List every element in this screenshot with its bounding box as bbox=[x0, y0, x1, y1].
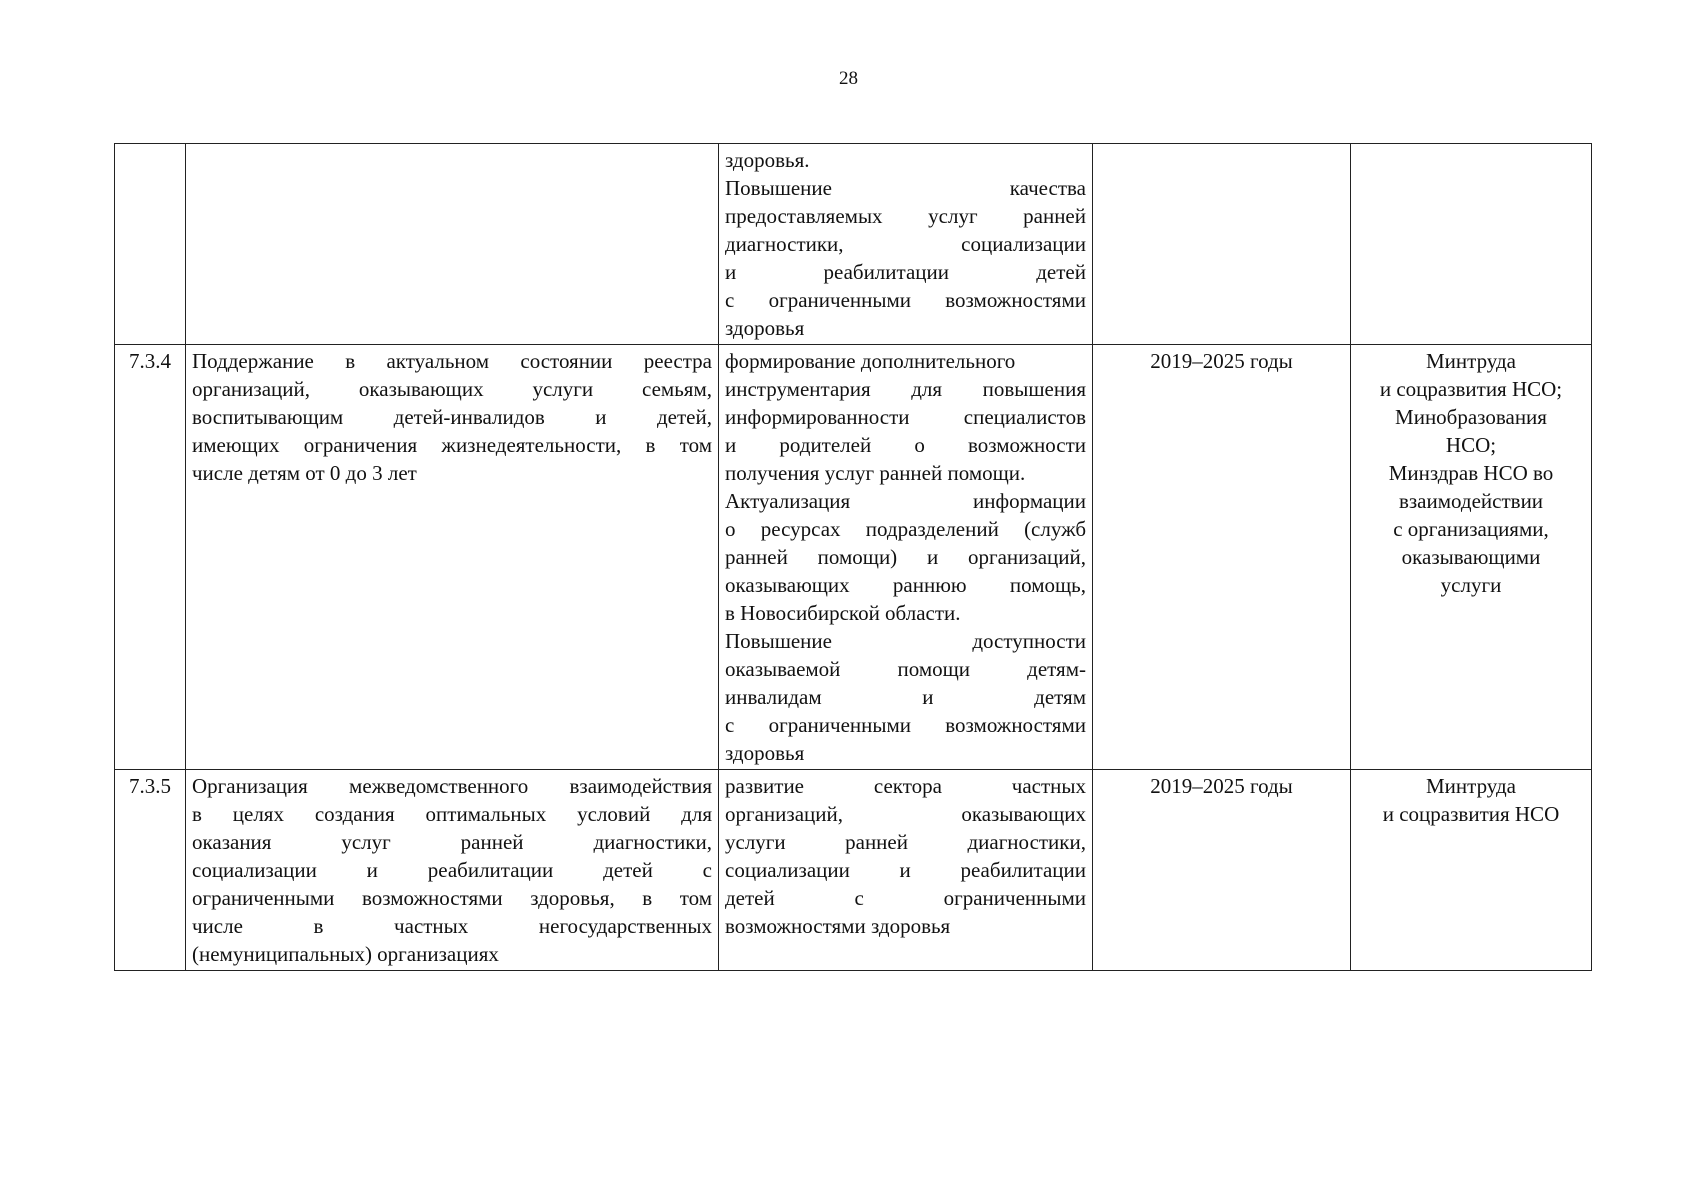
result-text-line: с ограниченными возможностями bbox=[725, 288, 1086, 312]
executor-cell bbox=[1351, 345, 1592, 770]
term-cell: 2019–2025 годы bbox=[1093, 345, 1351, 770]
executor-text-line: НСО; bbox=[1445, 433, 1497, 457]
result-text-line: предоставляемых услуг ранней bbox=[725, 204, 1086, 228]
result-text-line: Актуализация информации bbox=[725, 489, 1086, 513]
result-text-line: и реабилитации детей bbox=[725, 260, 1086, 284]
result-cell bbox=[719, 144, 1093, 345]
result-text-line: оказываемой помощи детям- bbox=[725, 657, 1086, 681]
result-text-line: Повышение доступности bbox=[725, 629, 1086, 653]
action-plan-table bbox=[114, 143, 1592, 971]
table-row bbox=[115, 144, 1592, 345]
event-text-line: Поддержание в актуальном состоянии реестра bbox=[192, 349, 712, 373]
executor-text-line: Минтруда bbox=[1426, 349, 1516, 373]
event-text-line: воспитывающим детей-инвалидов и детей, bbox=[192, 405, 712, 429]
event-cell bbox=[186, 345, 719, 770]
executor-text-line: и соцразвития НСО; bbox=[1379, 377, 1563, 401]
result-text-line: Повышение качества bbox=[725, 176, 1086, 200]
result-text-line: оказывающих раннюю помощь, bbox=[725, 573, 1086, 597]
event-text-line: социализации и реабилитации детей с bbox=[192, 858, 712, 882]
result-text-line: здоровья. bbox=[725, 148, 810, 172]
executor-text-line: взаимодействии bbox=[1398, 489, 1544, 513]
executor-text-line: Минтруда bbox=[1426, 774, 1516, 798]
result-text-line: информированности специалистов bbox=[725, 405, 1086, 429]
result-text-line: детей с ограниченными bbox=[725, 886, 1086, 910]
result-text-line: в Новосибирской области. bbox=[725, 601, 961, 625]
result-text-line: социализации и реабилитации bbox=[725, 858, 1086, 882]
result-text-line: диагностики, социализации bbox=[725, 232, 1086, 256]
event-text-line: (немуниципальных) организациях bbox=[192, 942, 499, 966]
event-text-line: имеющих ограничения жизнедеятельности, в том bbox=[192, 433, 712, 457]
event-text-line: в целях создания оптимальных условий для bbox=[192, 802, 712, 826]
event-text-line: ограниченными возможностями здоровья, в том bbox=[192, 886, 712, 910]
page-number: 28 bbox=[839, 68, 858, 89]
result-text-line: организаций, оказывающих bbox=[725, 802, 1086, 826]
result-text-line: с ограниченными возможностями bbox=[725, 713, 1086, 737]
executor-text-line: оказывающими bbox=[1401, 545, 1541, 569]
result-text-line: получения услуг ранней помощи. bbox=[725, 461, 1026, 485]
term-cell: 2019–2025 годы bbox=[1093, 770, 1351, 971]
executor-cell bbox=[1351, 144, 1592, 345]
result-text-line: развитие сектора частных bbox=[725, 774, 1086, 798]
executor-text-line: Минздрав НСО во bbox=[1388, 461, 1554, 485]
event-text-line: организаций, оказывающих услуги семьям, bbox=[192, 377, 712, 401]
result-text-line: услуги ранней диагностики, bbox=[725, 830, 1086, 854]
result-text-line: инвалидам и детям bbox=[725, 685, 1086, 709]
table-row bbox=[115, 345, 1592, 770]
result-text-line: здоровья bbox=[725, 316, 805, 340]
result-text-line: о ресурсах подразделений (служб bbox=[725, 517, 1086, 541]
result-text-line: здоровья bbox=[725, 741, 805, 765]
item-number-cell: 7.3.5 bbox=[115, 770, 186, 971]
executor-text-line: с организациями, bbox=[1393, 517, 1549, 541]
event-cell bbox=[186, 770, 719, 971]
event-cell bbox=[186, 144, 719, 345]
event-text-line: оказания услуг ранней диагностики, bbox=[192, 830, 712, 854]
event-text-line: числе в частных негосударственных bbox=[192, 914, 712, 938]
item-number-cell bbox=[115, 144, 186, 345]
table-row bbox=[115, 770, 1592, 971]
executor-text-line: услуги bbox=[1440, 573, 1502, 597]
result-text-line: возможностями здоровья bbox=[725, 914, 951, 938]
event-text-line: Организация межведомственного взаимодействия bbox=[192, 774, 712, 798]
executor-text-line: и соцразвития НСО bbox=[1382, 802, 1560, 826]
result-text-line: ранней помощи) и организаций, bbox=[725, 545, 1086, 569]
result-cell bbox=[719, 345, 1093, 770]
result-text-line: инструментария для повышения bbox=[725, 377, 1086, 401]
result-text-line: и родителей о возможности bbox=[725, 433, 1086, 457]
result-text-line: формирование дополнительного bbox=[725, 349, 1016, 373]
item-number-cell: 7.3.4 bbox=[115, 345, 186, 770]
term-cell bbox=[1093, 144, 1351, 345]
executor-text-line: Минобразования bbox=[1395, 405, 1547, 429]
event-text-line: числе детям от 0 до 3 лет bbox=[192, 461, 417, 485]
executor-cell bbox=[1351, 770, 1592, 971]
result-cell bbox=[719, 770, 1093, 971]
